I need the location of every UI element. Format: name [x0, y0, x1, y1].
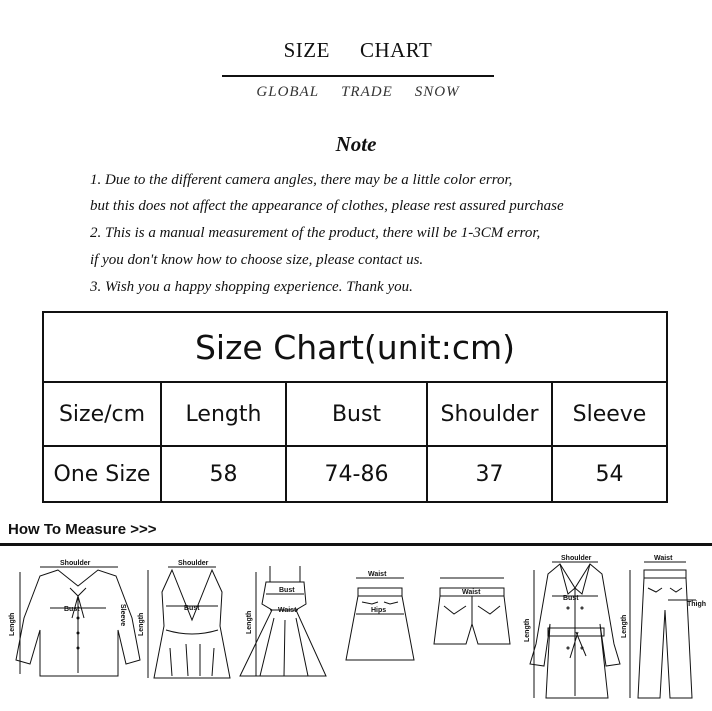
- label-waist: Waist: [278, 607, 297, 614]
- label-shoulder: Shoulder: [178, 560, 209, 567]
- note-line-3: 2. This is a manual measurement of the product, there will be 1-3CM error,: [90, 225, 541, 241]
- how-to-measure-title: How To Measure >>>: [8, 521, 157, 538]
- cell-bust: 74-86: [286, 446, 427, 502]
- label-length: Length: [524, 618, 531, 642]
- label-sleeve: Sleeve: [119, 604, 126, 627]
- size-chart-caption: Size Chart(unit:cm): [43, 312, 667, 382]
- label-shoulder: Shoulder: [561, 555, 592, 562]
- label-waist: Waist: [368, 571, 387, 578]
- note-line-4: if you don't know how to choose size, please contact us.: [90, 252, 424, 268]
- label-bust: Bust: [563, 595, 579, 602]
- cell-length: 58: [161, 446, 286, 502]
- header-cell-length: Length: [161, 382, 286, 446]
- cell-size: One Size: [43, 446, 161, 502]
- heading-divider: [222, 75, 494, 77]
- label-waist: Waist: [462, 589, 481, 596]
- header-cell-shoulder: Shoulder: [427, 382, 552, 446]
- brand-subtitle: [222, 84, 494, 101]
- header-cell-bust: Bust: [286, 382, 427, 446]
- skirt-diagram: [346, 578, 414, 660]
- brand-word-global: GLOBAL: [256, 84, 320, 100]
- note-line-5: 3. Wish you a happy shopping experience. Thank you.: [90, 279, 413, 295]
- label-length: Length: [9, 612, 16, 636]
- label-thigh: Thigh: [687, 601, 707, 608]
- chart-heading: [222, 38, 494, 63]
- pants-diagram: [630, 562, 696, 698]
- how-to-measure-divider: [0, 543, 712, 546]
- label-hips: Hips: [371, 607, 387, 614]
- brand-word-trade: TRADE: [341, 84, 393, 100]
- size-chart-table: [42, 311, 668, 503]
- note-line-2: but this does not affect the appearance of clothes, please rest assured purchase: [90, 198, 564, 214]
- label-bust: Bust: [184, 605, 200, 612]
- label-length: Length: [246, 610, 253, 634]
- table-header-row: [43, 382, 667, 446]
- measurement-illustrations: [0, 548, 712, 711]
- cell-shoulder: 37: [427, 446, 552, 502]
- label-shoulder: Shoulder: [60, 560, 91, 567]
- vneck-top-diagram: [148, 567, 230, 678]
- table-row: [43, 446, 667, 502]
- header-cell-size: Size/cm: [43, 382, 161, 446]
- note-line-1: 1. Due to the different camera angles, there may be a little color error,: [90, 172, 513, 188]
- brand-word-snow: SNOW: [414, 84, 460, 100]
- trench-coat-diagram: [530, 562, 620, 698]
- label-bust: Bust: [279, 587, 295, 594]
- label-bust: Bust: [64, 606, 80, 613]
- cell-sleeve: 54: [552, 446, 667, 502]
- label-length: Length: [621, 614, 628, 638]
- note-title: Note: [335, 132, 377, 156]
- shorts-diagram: [434, 578, 510, 644]
- label-waist: Waist: [654, 555, 673, 562]
- heading-word-size: SIZE: [283, 38, 330, 62]
- heading-word-chart: CHART: [359, 38, 433, 62]
- label-length: Length: [138, 612, 145, 636]
- header-cell-sleeve: Sleeve: [552, 382, 667, 446]
